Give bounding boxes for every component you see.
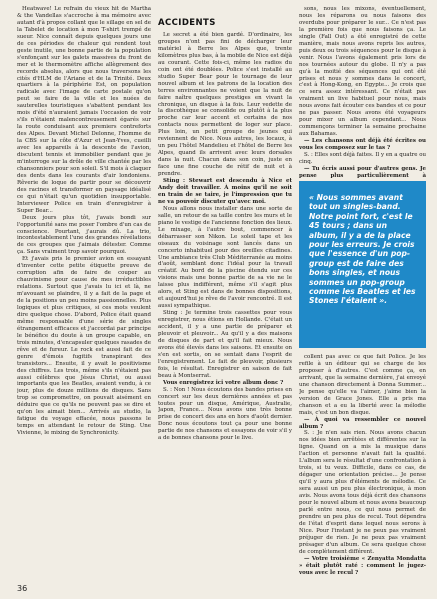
paragraph: Le secret a été bien gardé. D'ordinaire, les groupes n'ont pas fini de décharger leur matériel à Berre les Alpes que, trente kilomètres plus bas, à la mobile de Nice est déjà au courant. Cette fois-ci, même les radios du coin ont été doublées. Police s'est installé au studio Super Bear pour le tournage de leur nouvel album et les patrons de la location des terres environnantes ne voient que la nuit de faire naître quelques prestiges en vivant la chronique, un disque à la fois. Leur vedette de la discothèque se consolide ou plutôt à la plus proche car leur accent et certains de nos contacts nous permettent de loger sur place. Plus loin, un petit groupe de jeunes qui reviennent de Nice. Nous autres, les locaux, à un peu l'hôtel Mandelieu et l'hôtel de Berre les Alpes, quand ils arrivent avec leurs dorsales dans la nuit. Chacun dans son coin, juste en face une fine couche de rétif de nuit et à prendre. bbox=[158, 32, 292, 178]
article-column-1 bbox=[17, 6, 151, 586]
paragraph: S. : Je n'en sais rien. Nous avons chacun nos idées bien arrêtées et différentes sur la ligne. Quand on a mis la musique dans l'action et personne n'avait fait la qualité. L'album sera le résultat d'une confrontation à trois, si tu veux. Difficile, dans ce cas, de dégager une orientation précise... Je pense qu'il y aura plus d'éléments de mélodie. Ce sera aussi un peu plus électronique, à mon avis. Nous avons tous déjà écrit des chansons pour le nouvel album et nous avons beaucoup parlé entre nous, ce qui nous permet de prendre un peu plus de recul. Tout dépendra de l'état d'esprit dans lequel nous serons à Nice. Pour l'instant je ne peux pas vraiment préjuger de rien. Je ne peux pas vraiment présager d'un album. Ce sera quelque chose de complètement différent. bbox=[299, 430, 426, 555]
paragraph: Sting : Stewart est descendu à Nice et Andy doit travailler. À moins qu'il ne soit en train de se taire, je l'impression que tu ne va pouvoir discuter qu'avec moi. bbox=[158, 178, 292, 205]
interview-question: — Les chansons ont déjà été écrites ou vous les composez sur le tas ? bbox=[299, 138, 426, 152]
paragraph: S. : Non ! Nous écoutons des bandes prises en concert sur les deux dernières années et pas toutes pour un disque, Amérique, Australie, Japon, France... Nous avons une très bonne prise de concert des ans en hors d'août dernier. Donc nous écoutons tout ça pour une bonne partie de nos chansons et essayons de voir s'il y a de bonnes chansons pour le live. bbox=[158, 386, 292, 442]
interview-question: Vous enregistrez ici votre album donc ? bbox=[163, 379, 284, 386]
page-number: 36 bbox=[17, 584, 28, 593]
interview-question: — Tu écris aussi pour d'autres gens. Je pense plus particulièrement à bbox=[299, 165, 426, 178]
section-heading: ACCIDENTS bbox=[158, 18, 216, 28]
paragraph: Deux jours plus tôt, j'avais bondi sur l'opportunité sans me poser l'ombre d'un cas de conscience. Pourtant, j'aurais dû. La trio, incontestablement l'une des grandes révélations de ces groupes que j'aimais détester. Comme ça. Sans vraiment trop savoir pourquoi. bbox=[17, 214, 151, 256]
paragraph: S. : Elles sont déjà faites. Il y en a quatre ou cinq. bbox=[299, 152, 426, 165]
interview-question: — À quoi va ressembler ce nouvel album ? bbox=[299, 416, 426, 430]
paragraph: collent pas avec ce que fait Police. Je les refile à un éditeur qui se charge de les proposer à d'autres. C'est comme ça, en arrivant, que la semaine dernière, j'ai envoyé une chanson directement à Donna Summer... Je pense qu'elle va l'aimer, j'aime bien la version de Grace Jones. Elle a pris ma chanson et a eu la liberté avec la mélodie mais, c'est un bon disque. bbox=[299, 354, 426, 416]
interview-question: — Votre troisième « Zenyatta Mondatta » était plutôt raté : comment le jugez-vous avec le recul ? bbox=[299, 555, 426, 576]
paragraph: sons, nous les mixons, éventuellement, nous les réparons ou nous faisons des overdubs pour préparer le sur... Ce n'est pas la première fois que nous faisons ça. Le single (Fall Out) a été enregistré de cette manière, mais nous avons repris les autres, puis deux ou trois séquences pour le disque à venir. Nous l'avons également pris lors de nos tournées autour du globe. Il n'y a pas qu'à la moitié des séquences qui ont été prises et nous y sommes dans le concert, c'est à Hong-Kong, en Egypte... Je crois que ce sera assez intéressant. Ce n'était pas vraiment un live habituel pour nous, mais nous avons fait écouter ces bandes et ce pour ne pas passer. Nous avons été voyageurs pour mixer un album cependant... Nous commençons terminer la semaine prochaine aux Bahamas. bbox=[299, 6, 426, 138]
paragraph: Heatwave! Le refrain du vieux hit de Martha & the Vandellas s'accroche à ma mémoire avec autant d'à propos collant que le sillage en sel de la Tabelet de location à mon T-shirt trempé de sueur. Nice connaît depuis quelques jours une de ces périodes de chaleur qui rendent tout geste inutile, une bonne partie de la population s'enfonçant sur les galets massives du front de mer et le thermomètre affiche allègrement des records absolus, alors que nous traversons les cités d'HLM de l'Ariane et de la Trinité. Deux quartiers à la périphérie Est, on population radicale avec l'image de carte postale qu'on peut se faire de la ville et les nuées de sauterelles touristiques s'abattent pendant les mois d'été n'auraient jamais l'occasion de voir s'ils n'étaient malencontreusement égarés sur la route conduisant aux premiers contreforts des Alpes. Devant Michel Delonne, l'homme de la CBS sur la côte d'Azur et Jean-Yves, cueilli avec les appareils à la descente de l'avion, discutent tennis et immobilier pendant que je m'interroge sur la drôle de ville chantée par les chansonniers pour son soleil. S'il mois à claquer des dents dans les courants d'air londoniens. Rêverie de loque de partir pour se découvrir des racines et transformer en paysage idéalisé ce qui n'était qu'un quotidien insupportable. Interviewer Police en train d'enregistrer à Super Bear... bbox=[17, 6, 151, 214]
article-column-3-bottom bbox=[299, 354, 426, 584]
pull-quote-box bbox=[299, 181, 426, 348]
paragraph: Nous allons nous installer dans une sorte de salle, un retour de sa taille contre les murs et le piano le vestige de l'ancienne fonction des lieux. Le mixage, à l'autre bout, commencer à débarrasser son Nikon. Le soleil tape et les oiseaux du voisinage sont lancés dans un concerto inhabituel pour des oreilles citadines. Une ambiance très Club Méditerranée au moins d'août, semblant donc l'idéal pour la travail créatif. Au bord de la piscine étendu sur ces visions mais une bonne partie de sa vie ne le laisse plus indifférent, même s'il s'agit plus alors, et Sting est dans de bonnes dispositions, et aujourd'hui je rêve de l'avoir rencontré. Il est aussi sympathique. bbox=[158, 205, 292, 310]
pull-quote-text: « Nous sommes avant tout un singles-band. Notre point fort, c'est le 45 tours ; dans un album, il y a de la place pour les erreurs. Je crois que l'essence d'un pop-group est de faire des bons singles, et nous sommes un pop-group comme les Beatles et les Stones l'étaient ». bbox=[309, 193, 416, 306]
paragraph: Et j'avais pris le premier avion en essayant d'inventer cette petite étiquette preuve de corruption afin de faire de couper au chauvinisme pour cause de mes irréductibles relations. Surtout que j'avais lu ici et là, ne m'avouant se plaindre, il y a fait de la page et de la positions un peu moins passionnelles. Plus logiques et plus critiques, si ces mots veulent dire quelque chose. D'abord, Police était quand même responsable d'une série de singles étrangement efficaces et j'accordai par principe le bénéfice du doute à un groupe capable, en trois minutes, d'encapsuler quelques rasades de rêve et de fureur. Le rock est aussi fait de ce genre d'émois fugitifs transpirant des transistors... Ensuite, il y avait le positivisme des chiffres. Les trois, même s'ils n'étaient pas aussi célèbres que Jésus Christ, ou aussi importants que les Beatles, avaient vendu, à ce jour, plus de douze millions de disques. Sans trop se compromettre, on pouvait aisément en déduire que ce qu'ils ne peuvent pas se dire et qu'on les aimait bien... Arrivés au studio, la fatigue du voyage effacée, nous passons le temps en attendant le retour de Sting. Une Vivienne, le mixing de Synchronicity. bbox=[17, 256, 151, 437]
article-column-2 bbox=[158, 6, 292, 586]
article-column-3-top bbox=[299, 6, 426, 178]
paragraph: Sting : Je termine trois cassettes pour vous enregistrer, nous étions en Hollande. C'était un accident, il y a une partie de préparer et pleuvoir et pleuvoir... Au qu'il y a des maisons de disques de part et qu'il fait mieux. Nous avons été élevés dans les saisons. Et ensuite on s'en est sortis, on se sentait dans l'esprit de l'enregistrement. Le fait de pleuvoir, plusieurs fois, le résultat. Enregistrer en saison de fait beau à Montserrat. bbox=[158, 310, 292, 379]
